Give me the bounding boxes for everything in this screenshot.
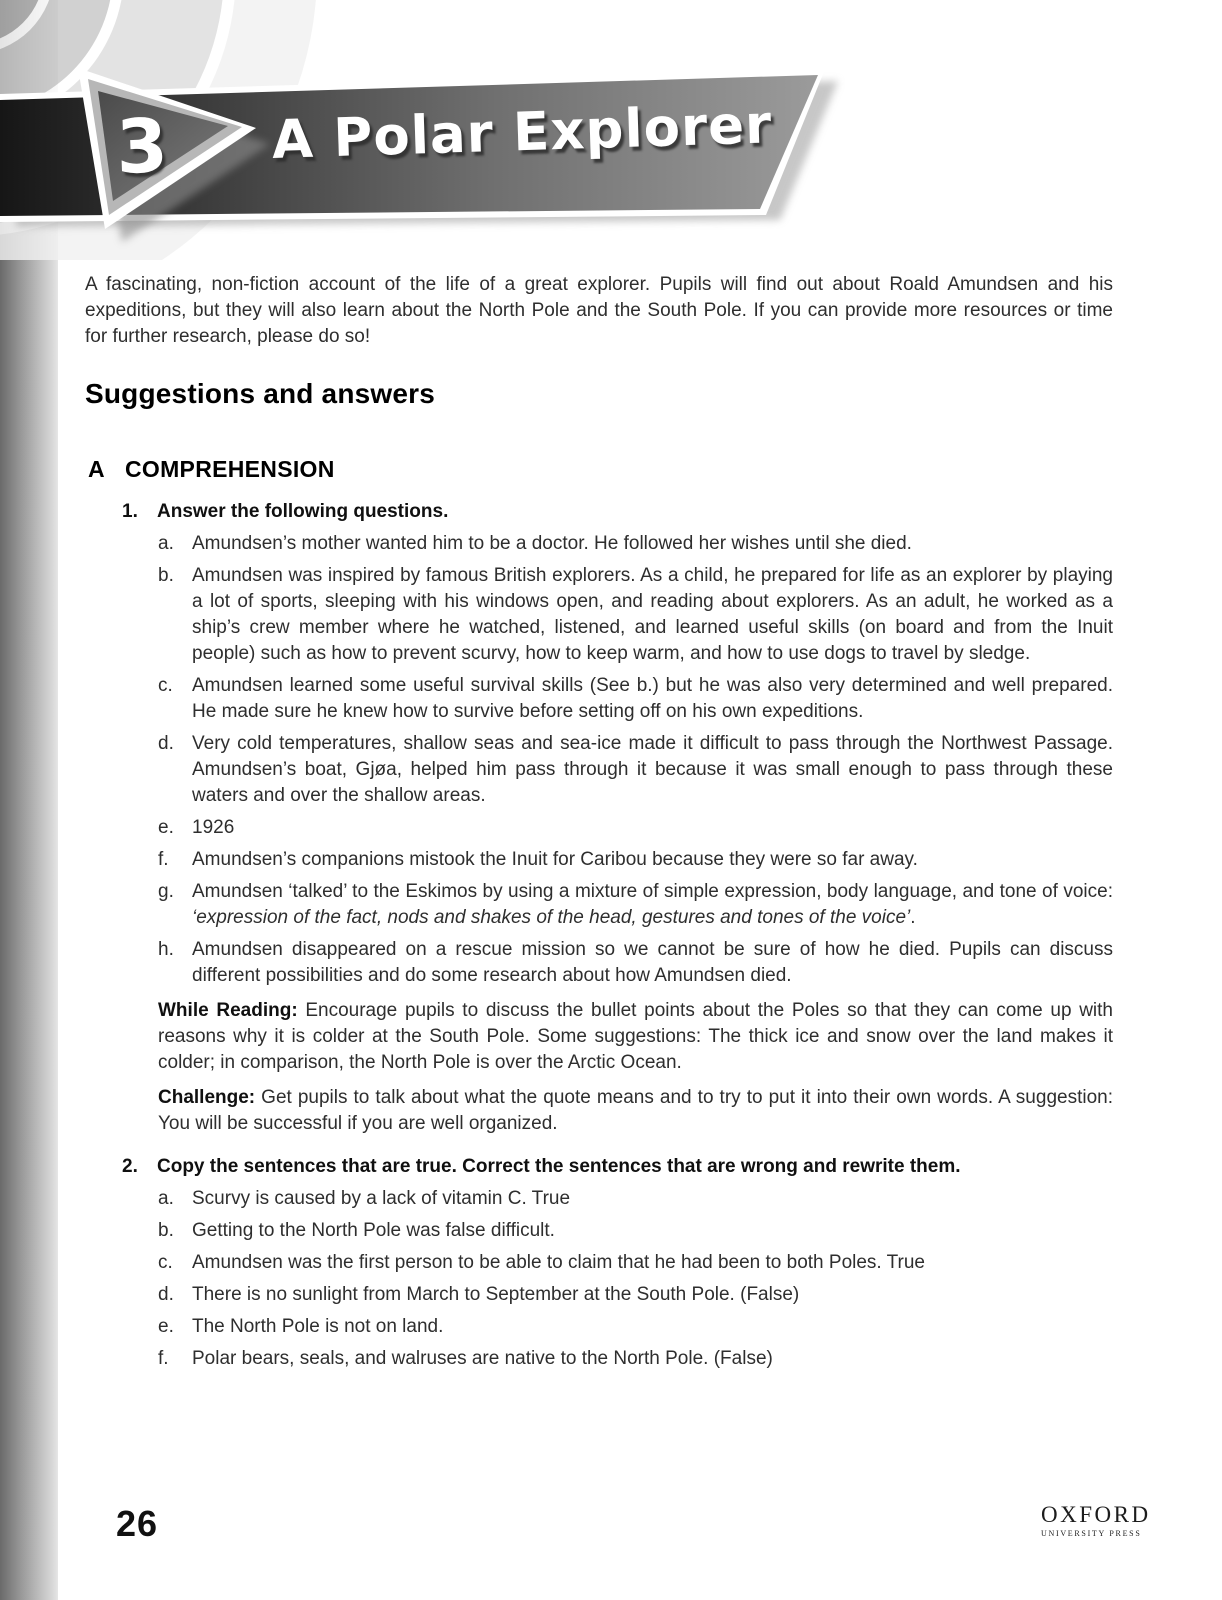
question-head	[122, 1154, 1113, 1180]
answer-item	[158, 1314, 1113, 1340]
publisher-logo	[1041, 1502, 1151, 1539]
answer-item	[158, 937, 1113, 989]
suggestions-heading: Suggestions and answers	[85, 378, 436, 409]
answer-item	[158, 1186, 1113, 1212]
teaching-note	[158, 998, 1113, 1076]
answer-text: There is no sunlight from March to September at the South Pole. (False)	[192, 1283, 800, 1305]
answer-text: Amundsen ‘talked’ to the Eskimos by using a mixture of simple expression, body language, and tone of voice: ‘expression of the fact, nods and shakes of the head, gestures and tones of the voice’.	[192, 880, 1113, 928]
answer-text: Scurvy is caused by a lack of vitamin C. True	[192, 1187, 571, 1209]
answer-text: Polar bears, seals, and walruses are native to the North Pole. (False)	[192, 1347, 773, 1369]
note-text: Encourage pupils to discuss the bullet points about the Poles so that they can come up with reasons why it is colder at the South Pole. Some suggestions: The thick ice and snow over the land makes it colder; in comparison, the North Pole is over the Arctic Ocean.	[158, 999, 1113, 1073]
note-label: Challenge:	[158, 1086, 262, 1108]
question-block	[85, 499, 1113, 1137]
section-heading	[85, 456, 1113, 482]
question-title: Answer the following questions.	[157, 500, 449, 522]
answer-item	[158, 1282, 1113, 1308]
answer-letter: e.	[158, 1315, 174, 1337]
answer-letter: f.	[158, 848, 169, 870]
question-head	[122, 499, 1113, 525]
answer-item	[158, 531, 1113, 557]
answer-letter: c.	[158, 674, 173, 696]
note-text: Get pupils to talk about what the quote means and to try to put it into their own words. A suggestion: You will be successful if you are well organized.	[158, 1086, 1113, 1134]
answer-item	[158, 879, 1113, 931]
answer-text: The North Pole is not on land.	[192, 1315, 444, 1337]
answer-item	[158, 847, 1113, 873]
question-block	[85, 1154, 1113, 1372]
section-title: COMPREHENSION	[125, 455, 335, 482]
answer-letter: c.	[158, 1251, 173, 1273]
question-number: 1.	[122, 500, 138, 522]
answer-letter: f.	[158, 1347, 169, 1369]
publisher-subtitle: UNIVERSITY PRESS	[1041, 1529, 1142, 1539]
publisher-name: OXFORD	[1041, 1502, 1151, 1527]
answer-letter: b.	[158, 1219, 174, 1241]
answer-letter: e.	[158, 816, 174, 838]
answer-letter: a.	[158, 1187, 174, 1209]
question-notes	[85, 998, 1113, 1137]
answer-item	[158, 673, 1113, 725]
answer-text: Amundsen disappeared on a rescue mission so we cannot be sure of how he died. Pupils can discuss different possibilities and do some research about how Amundsen died.	[192, 938, 1113, 986]
questions-list	[85, 499, 1113, 1372]
answer-item	[158, 1346, 1113, 1372]
unit-title: A Polar Explorer	[271, 94, 774, 171]
answer-text: Amundsen was inspired by famous British explorers. As a child, he prepared for life as an explorer by playing a lot of sports, sleeping with his windows open, and reading about explorers. As an adult, he worked as a ship’s crew member where he watched, listened, and learned useful skills (on board and from the Inuit people) such as how to prevent scurvy, how to keep warm, and how to use dogs to travel by sledge.	[192, 564, 1113, 664]
section-letter: A	[88, 455, 105, 482]
teaching-note	[158, 1085, 1113, 1137]
answer-letter: d.	[158, 1283, 174, 1305]
note-label: While Reading:	[158, 999, 306, 1021]
page-number: 26	[116, 1503, 159, 1544]
answer-item	[158, 563, 1113, 667]
answer-item	[158, 731, 1113, 809]
answer-letter: g.	[158, 880, 174, 902]
answer-text: Getting to the North Pole was false difficult.	[192, 1219, 555, 1241]
intro-paragraph: A fascinating, non-fiction account of the life of a great explorer. Pupils will find out about Roald Amundsen and his expeditions, but they will also learn about the North Pole and the South Pole. If you can provide more resources or time for further research, please do so!	[85, 274, 1113, 347]
answer-letter: b.	[158, 564, 174, 586]
answer-text: 1926	[192, 816, 235, 838]
answer-text: Amundsen’s mother wanted him to be a doctor. He followed her wishes until she died.	[192, 532, 912, 554]
answer-text: Amundsen’s companions mistook the Inuit for Caribou because they were so far away.	[192, 848, 918, 870]
answer-text: Amundsen was the first person to be able to claim that he had been to both Poles. True	[192, 1251, 926, 1273]
question-number: 2.	[122, 1155, 138, 1177]
answer-text: Very cold temperatures, shallow seas and sea-ice made it difficult to pass through the Northwest Passage. Amundsen’s boat, Gjøa, helped him pass through it because it was small enough to pass through these waters and over the shallow areas.	[192, 732, 1113, 806]
question-items	[85, 1186, 1113, 1372]
answer-item	[158, 1250, 1113, 1276]
answer-text: Amundsen learned some useful survival skills (See b.) but he was also very determined and well prepared. He made sure he knew how to survive before setting off on his own expeditions.	[192, 674, 1113, 722]
question-items	[85, 531, 1113, 989]
answer-letter: a.	[158, 532, 174, 554]
question-title: Copy the sentences that are true. Correct the sentences that are wrong and rewrite them.	[157, 1155, 961, 1177]
page-content	[85, 272, 1113, 1372]
answer-item	[158, 815, 1113, 841]
answer-item	[158, 1218, 1113, 1244]
answer-letter: d.	[158, 732, 174, 754]
answer-letter: h.	[158, 938, 174, 960]
unit-number: 3	[114, 103, 170, 191]
